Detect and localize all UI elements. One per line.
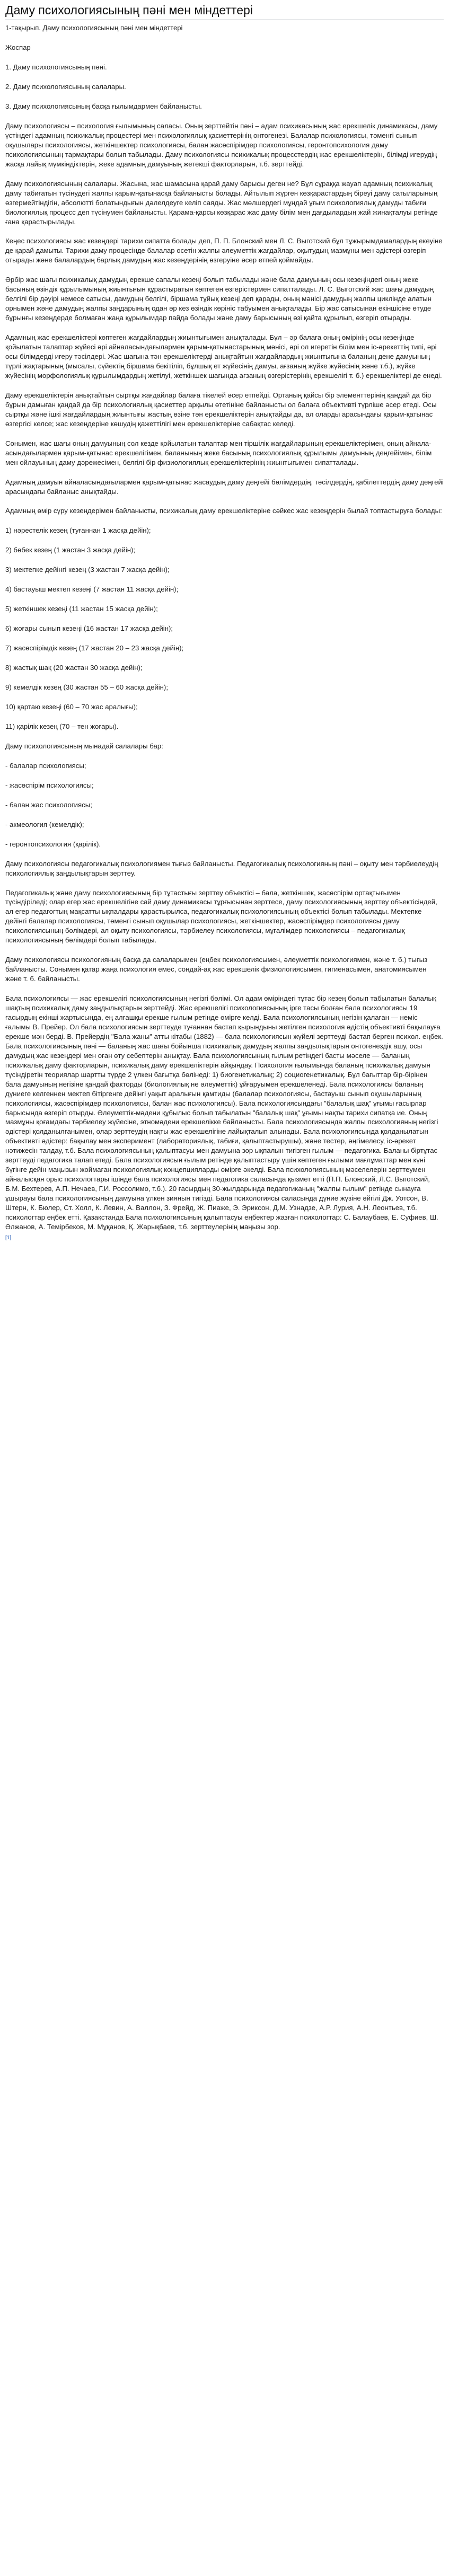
age-period-item: 5) жеткіншек кезеңі (11 жастан 15 жасқа дейін); bbox=[5, 605, 158, 613]
branches-intro: Даму психологиясының мынадай салалары бар: bbox=[5, 742, 163, 750]
branch-item: - жасөспірім психологиясы; bbox=[5, 781, 94, 789]
paragraph: Адамның жас ерекшеліктері көптеген жағдайлардың жиынтығымен анықталады. Бұл – әр балаға оның өмірінің осы кезеңінде қойылатын талаптар жүйесі әрі айналасындағылармен қарым-қатынастарының мәнісі, әрі ол игеретін білім мен іс-әрекеттің типі, әрі осы білімдерді игеру тәсілдері. Жас шағына тән ерекшеліктерді анықтайтын жағдайлардың жиынтығына баланың дене дамуының түрлі жақтарының (мысалы, сүйектің біршама бекітіліп, бұлшық ет жүйесінің дамуы, ағзаның жүйке жүйесінің және т.б.), жүйке жүйесінің морфологиялық құрылымдардың жетілуі, жеткіншек шағында ағзаның өзгерістерінің ерекшелігі т. б.) ерекшеліктері де енеді. bbox=[5, 333, 442, 380]
paragraph: Даму психологиясы педагогикалық психологиямен тығыз байланысты. Педагогикалық психологияның пәні – оқыту мен тәрбиелеудің психологиялық заңдылықтарын зерттеу. bbox=[5, 859, 438, 877]
page-title: Даму психологиясының пәні мен міндеттері bbox=[5, 3, 444, 20]
branch-item: - балалар психологиясы; bbox=[5, 761, 86, 770]
footnote-link[interactable]: [1] bbox=[5, 1234, 12, 1241]
plan-heading: Жоспар bbox=[5, 43, 31, 52]
article bbox=[0, 0, 449, 1241]
age-period-item: 2) бөбек кезең (1 жастан 3 жасқа дейін); bbox=[5, 546, 136, 554]
paragraph: Даму психологиясының салалары. Жасына, жас шамасына қарай даму барысы деген не? Бұл сұраққа жауап адамның психикалық даму табиғатын түсінудегі жалпы қарым-қатынасқа байланысты болады. Айтылып жүрген көзқарастардың біреуі даму сатыларының өзгермейтіндігін, абсолютті болатындығын дәлелдеуге келіп саяды. Жас мөлшердегі мұндай ұғым психологиялық дамуды табиғи биологиялық процесс деп түсінумен байланысты. Қарама-қарсы көзқарас жас даму білім мен дағдылардың жай жинақталуы ретінде ғана қарастырылады. bbox=[5, 179, 438, 226]
branch-item: - геронтопсихология (қарілік). bbox=[5, 840, 101, 848]
paragraph: Педагогикалық және даму психологиясының бір тұтастығы зерттеу объектісі – бала, жеткіншек, жасөспірім ортақтығымен түсіндіріледі; олар егер жас ерекшелігіне сай даму динамикасы тұрғысынан зерттесе, даму психологиясының зерттеу объектісіндей, ал егер педагогтың мақсатты ықпалдары қарастырылса, педагогикалық психологиясының объектісі болып табылады. Мектепке дейінгі балалар психологиясы, төменгі сынып оқушылар психологиясы, жеткіншектер, жасөспірімдер психологиясы даму психологиясының бөлімдері, ал оқыту психологиясы, тәрбиелеу психологиясы, мұғалімдер психологиясы – педагогикалық психологиясының бөлімдері болып табылады. bbox=[5, 888, 437, 945]
age-period-item: 7) жасөспірімдік кезең (17 жастан 20 – 23 жасқа дейін); bbox=[5, 644, 184, 652]
paragraph: Даму ерекшеліктерін анықтайтын сыртқы жағдайлар балаға тікелей әсер етпейді. Ортаның қайсы бір элементтерінің қандай да бір бұрын дамыған қандай да бір психологиялық қасиеттер арқылы өтетініне байланысты ол балаға объективті түрліше әсер етеді. Осы сыртқы және ішкі жағдайлардың жиынтығы жастың өзіне тән ерекшеліктерін анықтайды да, ал оларды арасындағы қарым-қатынас өзгергісі келсе; жас кезеңдеріне көшудің қажеттілігі мен ерекшеліктеріне сабақтас келеді. bbox=[5, 391, 437, 428]
age-period-item: 1) нәрестелік кезең (туғаннан 1 жасқа дейін); bbox=[5, 526, 151, 535]
plan-item: 2. Даму психологиясының салалары. bbox=[5, 83, 126, 91]
paragraph: Даму психологиясы психологияның басқа да салаларымен (еңбек психологиясымен, әлеуметтік психологиямен, және т. б.) тығыз байланысты. Сонымен қатар жаңа психология емес, сондай-ақ жас ерекшелік физиологиясымен, гигиенасымен, анатомиясымен және т. б. байланысты. bbox=[5, 956, 428, 983]
age-period-item: 3) мектепке дейінгі кезең (3 жастан 7 жасқа дейін); bbox=[5, 566, 170, 574]
age-period-item: 11) қарілік кезең (70 – тен жоғары). bbox=[5, 722, 119, 730]
paragraph-child-psychology: Бала психологиясы — жас ерекшелігі психологиясының негізгі бөлімі. Ол адам өміріндегі тұтас бір кезең болып табылатын балалық шақтың психикалық даму заңдылықтарын зерттейді. Жас ерекшелігі психологиясының ірге тасы болған бала психологиясы 19 ғасырдың екінші жартысында, ең алғашқы ерекше ғылым ретінде өмірге келді. Бала психологиясының негізін қалаған — неміс ғалымы В. Прейер. Ол бала психологиясын зерттеуде туғаннан бастап қырындыны жетілген психология әдістің объективті бақылауға ерекше мән берді. В. Прейердің "Бала жаны" атты кітабы (1882) — бала психологиясын жүйелі зерттеуді бастап берген психол. еңбек. Бала психологиясының пәні — баланың жас шағы бойынша психикалық дамудың жалпы заңдылықтарын онтогенездік ашу, осы дамудың жас кезеңдері мен оған өту себептерін анықтау. Бала психологиясының ғылым ретіндегі басты мәселе — баланың психикалық даму факторларын, психикалық даму ерекшеліктерін айқындау. Психология ғылымында баланың психикалық дамуын түсіндіретін теориялар шартты түрде 2 үлкен бағытқа бөлінеді: 1) биогенетикалық; 2) социогенетикалық. Бұл бағыттар бір-бірінен бала дамуының негізіне қандай факторды (биологиялық не әлеуметтік) ұйғаруымен ерекшеленеді. Бала психологиясы баланың дүниеге келгеннен мектеп бітіргенге дейінгі уақыт аралығын қамтиды (балалар психологиясы, бастауыш сынып оқушыларының психологиясы, жасөспірімдер психологиясы, балан жас психологиясы). Бала психологиясындағы "балалық шақ" ұғымы ғасырлар барысында өзгеріп отырды. Әлеуметтік-мәдени құбылыс болып табылатын "балалық шақ" ұғымы нақты тарихи сипатқа ие. Оның мазмұны қоғамдағы тәрбиелеу жүйесіне, этномәдени ерекшелікке байланысты. Бала психологиясында жалпы психологияның негізгі әдістері қолданылғанымен, олар зерттеудің нақты жас ерекшелігіне лайықталып алынады. Бала психологиясында қолданылатын объективті әдістер: бақылау мен эксперимент (лабораториялық, табиғи, қалыптастырушы), және тестер, әңгімелесу, іс-әрекет нәтижесін талдау, т.б. Бала психологиясының қалыптасуы мен дамуына зор ықпалын тигізген ғылым — педагогика. Баланы біртұтас зерттеуді педагогика талап етеді. Бала психологиясын ғылым ретінде қалыптастыру үшін көптеген ғылыми мағлұматтар мен күні бүгінге дейін маңызын жоймаған психологиялық концепцияларды өмірге әкелді. Бала психологиясының мәселелерін зерттеумен айналысқан орыс психологтары ішінде бала психологиясы мен педагогика саласында қызмет етті (П.П. Блонский, Л.С. Выготский, Б.М. Бехтерев, А.П. Нечаев, Г.И. Россолимо, т.б.). 20 ғасырдың 30-жылдарында педагогиканың "жалпы ғылым" ретінде сынауға ұшырауы бала психологиясының дамуына үлкен зиянын тигізді. Бала психологиясы саласында дүние жүзіне әйгілі Дж. Уотсон, В. Штерн, К. Бюлер, Ст. Холл, К. Левин, А. Валлон, З. Фрейд, Ж. Пиаже, Э. Эриксон, Д.М. Узнадзе, А.Р. Лурия, А.Н. Леонтьев, т.б. психологтар еңбек етті. Қазақстанда Бала психологиясының қалыптасуы еңбектер жазған психологтар: С. Балаубаев, Е. Суфиев, Ш. Әлжанов, А. Темірбеков, М. Мұқанов, Қ. Жарықбаев, т.б. зерттеулерінің маңызы зор. bbox=[5, 994, 443, 1231]
paragraph: Әрбір жас шағы психикалық дамудың ерекше сапалы кезеңі болып табылады және бала дамуының осы кезеңіндегі оның жеке басының өзіндік құрылымының жиынтығын құрастыратын көптеген өзгерістермен сипатталады. Л. С. Выготский жас шағы дамудың белгілі бір дәуірі немесе сатысы, дамудың белгілі, біршама тұйық кезеңі деп қарады, оның мәнісі дамудың жалпы циклінде алатын орнымен және дамудың жалпы заңдарының одан әр кез өзіндік көрініс табуымен анықталады. Бір жас сатысынан екіншісіне өтуде бұрынғы кезеңдерде болмаған жаңа құрылымдар пайда болады және даму барысының өзі қайта құрылып, өзгеріп отырады. bbox=[5, 276, 434, 322]
paragraph: Даму психологиясы – психология ғылымының саласы. Оның зерттейтін пәні – адам психикасының жас ерекшелік динамикасы, даму үстіндегі адамның психикалық процестері мен психологиялық қасиеттерінің онтогенезі. Балалар психологиясы, тәменгі сынып оқушылары психологиясы, жеткіншектер психологиясы, балан жасөспірімдер психологиясы, геронтопсихология даму психологиясының тармақтары болып табылады. Даму психологиясы психикалық процесстердің жас ерекшеліктерін, білімді игерудің жасқа лайық мүмкіндіктерін, жеке адамның дамуының жетекші факторларын, т.б. зерттейді. bbox=[5, 121, 438, 168]
branch-item: - балан жас психологиясы; bbox=[5, 800, 92, 809]
age-period-item: 9) кемелдік кезең (30 жастан 55 – 60 жасқа дейін); bbox=[5, 683, 168, 692]
lesson-line: 1-тақырып. Даму психологиясының пәні мен міндеттері bbox=[5, 23, 183, 32]
branch-item: - акмеология (кемелдік); bbox=[5, 820, 84, 828]
plan-item: 3. Даму психологиясының басқа ғылымдармен байланысты. bbox=[5, 102, 202, 110]
age-period-item: 4) бастауыш мектеп кезеңі (7 жастан 11 жасқа дейін); bbox=[5, 585, 179, 594]
paragraph: Кеңес психологиясы жас кезеңдері тарихи сипатта болады деп, П. П. Блонский мен Л. С. Выготский бұл тұжырымдамалардың екеуіне де қарай дамыты. Тарихи даму процесінде балалар өсетін жалпы әлеуметтік жағдайлар, оқытудың мазмұны мен әдістері өзгеріп отырады және балалардың барлық дамудың жас кезеңдерінің өзгеруіне әсер етпей қоймайды. bbox=[5, 237, 443, 264]
age-period-item: 10) қартаю кезеңі (60 – 70 жас аралығы); bbox=[5, 702, 138, 711]
age-period-item: 8) жастық шақ (20 жастан 30 жасқа дейін); bbox=[5, 664, 143, 672]
plan-item: 1. Даму психологиясының пәні. bbox=[5, 63, 107, 72]
paragraph: Сонымен, жас шағы оның дамуының сол кезде қойылатын талаптар мен тіршілік жағдайларының ерекшеліктерімен, оның айнала- асындағылармен қарым-қатынас ерекшелігімен, баланының жеке басының психологиялық құрылымы дамуының деңгейімен, білім мен ойлауының даму дәрежесімен, белгілі бір физиологиялық ерекшеліктерінің жиынтығымен сипатталады. bbox=[5, 439, 432, 466]
paragraph: Адамның дамуын айналасындағылармен қарым-қатынас жасаудың даму деңгейі бөлімдердің, тәсілдердің, қабілеттердің даму деңгейі арасындағы байланыс анықтайды. bbox=[5, 478, 444, 496]
age-period-item: 6) жоғары сынып кезеңі (16 жастан 17 жасқа дейін); bbox=[5, 624, 173, 633]
paragraph: Адамның өмір сүру кезеңдерімен байланысты, психикалық даму ерекшеліктеріне сәйкес жас кезеңдерін былай топтастыруға болады: bbox=[5, 507, 442, 515]
